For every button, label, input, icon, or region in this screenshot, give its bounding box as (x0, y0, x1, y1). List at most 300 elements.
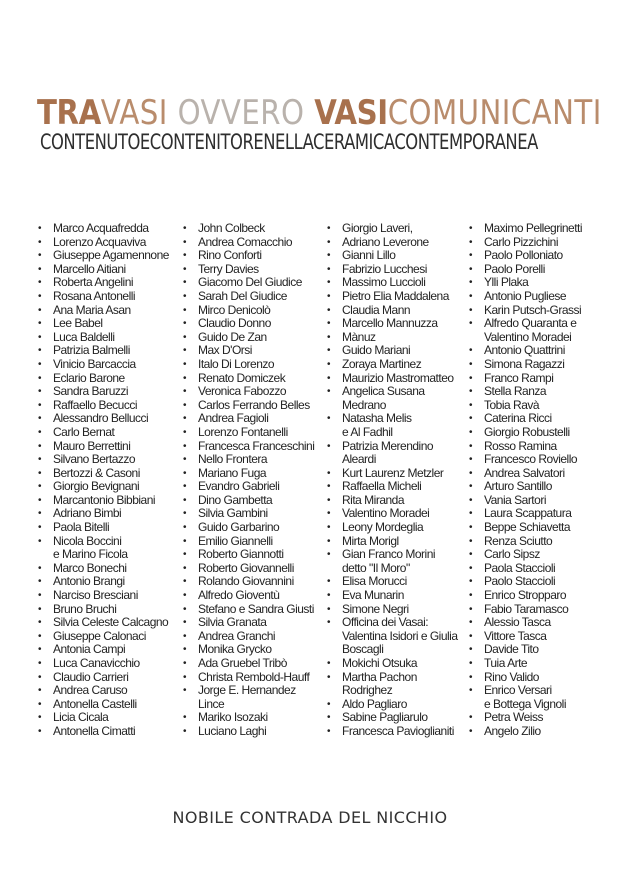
artist-name-line: • Lee Babel (53, 316, 103, 331)
artist-name-line: • Luca Baldelli (53, 329, 115, 344)
artist-name-line: • Mokichi Otsuka (342, 656, 418, 670)
artist-name-line: • Marcantonio Bibbiani (53, 492, 156, 507)
artist-name-line: • Nicola Boccini (53, 533, 122, 548)
artist-name-line: • John Colbeck (198, 221, 265, 235)
artist-name-line: • Paolo Polloniato (484, 248, 563, 263)
artist-list-item (327, 276, 458, 290)
artist-list-item (327, 698, 458, 712)
artist-name-line: • Laura Scappatura (484, 506, 572, 521)
artist-name-line: • Christa Rembold-Hauff (198, 669, 310, 684)
artist-name-line: • Vinicio Barcaccia (53, 356, 136, 371)
artist-list-item (183, 412, 314, 426)
artist-list-item (469, 358, 582, 372)
artist-list-item (327, 467, 458, 481)
artist-list-item (183, 643, 314, 657)
artist-list-item (38, 236, 169, 250)
artist-name-line: • Angelica Susana (342, 384, 425, 399)
artist-list-item (469, 222, 582, 236)
artist-list-item (183, 331, 314, 345)
artist-list-item (183, 372, 314, 386)
artist-name-line: • Carlo Pizzichini (484, 234, 559, 249)
artist-name-line: • Andrea Comacchio (198, 234, 293, 249)
artist-list-item (183, 290, 314, 304)
artist-name-line: • Mànuz (342, 329, 376, 344)
artist-name-line: • Renza Sciutto (484, 533, 553, 548)
artist-list-item (38, 440, 169, 454)
artist-list-item (38, 372, 169, 386)
artist-list-item (38, 467, 169, 481)
artist-list-item (327, 358, 458, 372)
artist-name-line: • Adriano Leverone (342, 234, 429, 249)
artist-list-item (38, 453, 169, 467)
title-part-vasi: VASI (100, 93, 168, 133)
artist-name-line: • Rosana Antonelli (53, 288, 136, 303)
artist-list-item (38, 385, 169, 399)
artist-list-item (183, 684, 314, 711)
artist-list-item (183, 236, 314, 250)
artist-list-item (327, 331, 458, 345)
artist-name-line: • Narciso Bresciani (53, 588, 138, 603)
artist-list-item (327, 385, 458, 412)
artist-list-item (38, 331, 169, 345)
artist-list-item (38, 494, 169, 508)
artist-name-line: • Veronica Fabozzo (198, 384, 287, 399)
artist-name-line: • Pietro Elia Maddalena (342, 288, 449, 303)
artist-list-item (38, 589, 169, 603)
artist-name-line: • Carlos Ferrando Belles (198, 397, 310, 412)
artist-list-item (38, 304, 169, 318)
artist-list-item (183, 399, 314, 413)
artist-list-item (183, 440, 314, 454)
artist-name-line: • Enrico Versari (484, 683, 552, 698)
artist-name-line: • Guido Garbarino (198, 520, 280, 535)
artist-name-line: • Aldo Pagliaro (342, 696, 407, 711)
artist-name-line: • Guido Mariani (342, 343, 411, 358)
artist-name-line: • Antonella Cimatti (53, 723, 136, 738)
artist-list-item (38, 290, 169, 304)
artist-list-item (327, 535, 458, 549)
artist-name-line: • Carlo Sipsz (484, 547, 540, 562)
artist-list-item (469, 385, 582, 399)
artist-list-item (327, 480, 458, 494)
artist-name-line: • Stefano e Sandra Giusti (198, 601, 314, 616)
artist-name-line: • Alfredo Quaranta e (484, 316, 577, 331)
artist-name-line: • Renato Domiczek (198, 370, 286, 385)
artist-list-item (469, 521, 582, 535)
artist-list-item (327, 263, 458, 277)
artist-list-item (469, 412, 582, 426)
artist-name-line: • Simone Negri (342, 601, 409, 616)
artist-name-line: • Francesca Franceschini (198, 438, 315, 453)
artist-list-item (38, 399, 169, 413)
artist-list-item (469, 603, 582, 617)
artist-name-line: e Al Fadhil (342, 424, 393, 439)
artist-list-item (327, 249, 458, 263)
artist-name-line: • Jorge E. Hernandez (198, 683, 296, 698)
artist-list-item (469, 236, 582, 250)
artist-list-item (469, 426, 582, 440)
artist-list-item (327, 711, 458, 725)
artist-list-item (469, 711, 582, 725)
artist-list-item (469, 684, 582, 711)
artist-list-item (469, 616, 582, 630)
artist-list-item (327, 317, 458, 331)
artist-list-item (469, 535, 582, 549)
artist-name-line: • Guido De Zan (198, 329, 267, 344)
artist-list-item (327, 290, 458, 304)
artist-name-line: • Beppe Schiavetta (484, 520, 571, 535)
artist-list-item (183, 494, 314, 508)
artist-name-line: • Paola Bitelli (53, 520, 110, 535)
artist-name-line: • Lorenzo Acquaviva (53, 234, 146, 249)
artist-name-line: • Claudio Donno (198, 316, 271, 331)
title-part-comunicanti: COMUNICANTI (387, 93, 602, 133)
artist-list-item (469, 630, 582, 644)
artist-list-item (38, 630, 169, 644)
artist-name-line: • Luca Canavicchio (53, 656, 140, 670)
artist-name-line: Lince (198, 696, 225, 711)
artist-list-item (183, 276, 314, 290)
artist-name-line: • Ada Gruebel Tribò (198, 656, 287, 670)
artist-list-item (183, 562, 314, 576)
artist-name-line: • Leony Mordeglia (342, 520, 424, 535)
artist-name-line: • Rita Miranda (342, 492, 405, 507)
artist-name-line: Medrano (342, 397, 386, 412)
artist-name-line: • Bertozzi & Casoni (53, 465, 140, 480)
artist-list-item (38, 358, 169, 372)
artist-name-line: e Marino Ficola (53, 547, 128, 562)
artist-list-item (327, 616, 458, 657)
artist-name-line: • Mirco Denicolò (198, 302, 271, 317)
artist-name-line: • Licia Cicala (53, 710, 109, 725)
artist-name-line: • Carlo Bernat (53, 424, 115, 439)
artist-list-item (38, 317, 169, 331)
artist-name-line: • Alessandro Bellucci (53, 411, 149, 426)
artist-name-line: • Giuseppe Calonaci (53, 628, 146, 643)
artist-name-line: • Roberto Giannotti (198, 547, 284, 562)
artist-name-line: • Giorgio Bevignani (53, 479, 140, 494)
artist-name-line: Rodrighez (342, 683, 393, 698)
artist-name-line: • Angelo Zilio (484, 723, 541, 738)
artist-name-line: • Roberta Angelini (53, 275, 134, 290)
artist-list-item (38, 684, 169, 698)
artist-name-line: • Andrea Granchi (198, 628, 276, 643)
artist-name-line: • Antonella Castelli (53, 696, 137, 711)
title-part-vasi-bold: VASI (314, 93, 388, 133)
artist-list-item (469, 453, 582, 467)
artist-name-line: • Natasha Melis (342, 411, 412, 426)
artist-name-line: • Antonio Brangi (53, 574, 125, 589)
artist-list-item (327, 575, 458, 589)
artist-list-item (469, 494, 582, 508)
artist-name-line: • Dino Gambetta (198, 492, 273, 507)
artist-list-item (327, 440, 458, 467)
artist-name-line: • Alfredo Gioventù (198, 588, 280, 603)
artist-name-line: • Caterina Ricci (484, 411, 552, 426)
artist-list-item (38, 725, 169, 739)
organizer-footer: NOBILE CONTRADA DEL NICCHIO (172, 808, 448, 827)
artist-list-item (38, 222, 169, 236)
artist-list-item (183, 630, 314, 644)
artist-name-line: • Sarah Del Giudice (198, 288, 287, 303)
artist-name-line: • Claudia Mann (342, 302, 411, 317)
artist-list-item (183, 521, 314, 535)
artist-name-line: • Rolando Giovannini (198, 574, 294, 589)
artist-name-line: • Davide Tito (484, 642, 539, 657)
artist-list-item (469, 480, 582, 494)
artist-name-line: • Antonia Campi (53, 642, 126, 657)
artist-list-item (469, 643, 582, 657)
artist-column-2 (183, 222, 314, 739)
artist-name-line: • Lorenzo Fontanelli (198, 424, 288, 439)
artist-name-line: • Andrea Fagioli (198, 411, 269, 426)
title-part-ovvero: OVVERO (167, 93, 315, 133)
artist-list-item (469, 575, 582, 589)
artist-list-item (183, 426, 314, 440)
artist-list-item (183, 304, 314, 318)
artist-name-line: • Officina dei Vasai: (342, 615, 429, 630)
artist-name-line: • Luciano Laghi (198, 723, 267, 738)
artist-list-item (183, 548, 314, 562)
artist-list-item (327, 344, 458, 358)
artist-name-line: • Antonio Quattrini (484, 343, 565, 358)
artist-name-line: • Adriano Bimbi (53, 506, 122, 521)
artist-name-line: • Marcello Aitiani (53, 261, 126, 276)
artist-name-line: • Valentino Moradei (342, 506, 430, 521)
artist-name-line: • Vania Sartori (484, 492, 546, 507)
artist-list-item (38, 562, 169, 576)
exhibition-subtitle: CONTENUTOECONTENITORENELLACERAMICACONTEMPORANEA (40, 130, 538, 154)
artist-name-line: • Mariano Fuga (198, 465, 267, 480)
artist-list-item (327, 372, 458, 386)
artist-name-line: • Ana Maria Asan (53, 302, 131, 317)
artist-name-line: • Maximo Pellegrinetti (484, 221, 583, 235)
artist-list-item (183, 711, 314, 725)
artist-name-line: • Maurizio Mastromatteo (342, 370, 454, 385)
artist-name-line: • Tobia Ravà (484, 397, 540, 412)
artist-list-item (469, 399, 582, 413)
artist-name-line: Valentino Moradei (484, 329, 572, 344)
artist-list-item (327, 412, 458, 439)
artist-list-item (38, 521, 169, 535)
artist-name-line: • Ylli Plaka (484, 275, 529, 290)
artist-name-line: • Kurt Laurenz Metzler (342, 465, 444, 480)
artist-list-item (183, 535, 314, 549)
artist-list-item (183, 480, 314, 494)
artist-name-line: • Zoraya Martinez (342, 356, 422, 371)
artist-name-line: • Antonio Pugliese (484, 288, 567, 303)
artist-name-line: • Tuia Arte (484, 656, 528, 670)
artist-list-item (38, 249, 169, 263)
artist-name-line: • Nello Frontera (198, 452, 268, 467)
artist-name-line: • Evandro Gabrieli (198, 479, 280, 494)
artist-name-line: • Bruno Bruchi (53, 601, 117, 616)
artist-list-item (183, 616, 314, 630)
artist-list-item (469, 589, 582, 603)
artist-name-line: • Gianni Lillo (342, 248, 396, 263)
artist-list-item (469, 372, 582, 386)
artist-list-item (38, 276, 169, 290)
artist-name-line: • Giorgio Laveri, (342, 221, 413, 235)
artist-list-item (38, 535, 169, 562)
artist-list-item (183, 575, 314, 589)
title-part-tra: TRA (37, 93, 101, 133)
artist-list-item (38, 507, 169, 521)
artist-name-line: • Max D'Orsi (198, 343, 252, 358)
artist-list-item (38, 711, 169, 725)
artist-name-line: • Silvia Granata (198, 615, 267, 630)
artist-name-line: • Marcello Mannuzza (342, 316, 438, 331)
artist-list-item (38, 671, 169, 685)
artist-list-item (38, 575, 169, 589)
artist-name-line: • Marco Bonechi (53, 560, 127, 575)
artist-name-line: • Giacomo Del Giudice (198, 275, 302, 290)
artist-name-line: • Giorgio Robustelli (484, 424, 570, 439)
artist-list-item (183, 385, 314, 399)
artist-name-line: • Paolo Staccioli (484, 574, 556, 589)
artist-list (0, 222, 620, 762)
artist-name-line: Valentina Isidori e Giulia (342, 628, 458, 643)
artist-name-line: • Franco Rampi (484, 370, 554, 385)
artist-name-line: detto "Il Moro" (342, 560, 410, 575)
artist-list-item (327, 589, 458, 603)
artist-name-line: • Petra Weiss (484, 710, 543, 725)
artist-name-line: • Roberto Giovannelli (198, 560, 294, 575)
artist-list-item (469, 440, 582, 454)
artist-name-line: • Enrico Stropparo (484, 588, 567, 603)
artist-list-item (469, 671, 582, 685)
artist-list-item (469, 304, 582, 318)
artist-list-item (469, 344, 582, 358)
artist-name-line: • Martha Pachon (342, 669, 417, 684)
artist-list-item (327, 603, 458, 617)
artist-list-item (183, 507, 314, 521)
artist-list-item (469, 290, 582, 304)
artist-list-item (38, 657, 169, 671)
artist-name-line: • Rino Valido (484, 669, 539, 684)
artist-name-line: • Sandra Baruzzi (53, 384, 129, 399)
artist-list-item (469, 249, 582, 263)
artist-list-item (469, 263, 582, 277)
artist-name-line: • Francesca Pavioglianiti (342, 723, 454, 738)
artist-name-line: • Mauro Berrettini (53, 438, 131, 453)
artist-list-item (38, 616, 169, 630)
artist-name-line: • Paola Staccioli (484, 560, 556, 575)
artist-name-line: e Bottega Vignoli (484, 696, 567, 711)
artist-name-line: • Emilio Giannelli (198, 533, 273, 548)
artist-list-item (38, 480, 169, 494)
artist-list-item (183, 358, 314, 372)
artist-name-line: • Andrea Salvatori (484, 465, 565, 480)
artist-list-item (183, 589, 314, 603)
artist-name-line: • Mirta Morigl (342, 533, 399, 548)
artist-name-line: • Sabine Pagliarulo (342, 710, 428, 725)
artist-name-line: • Raffaello Becucci (53, 397, 137, 412)
artist-name-line: Boscagli (342, 642, 384, 657)
artist-name-line: • Patrizia Balmelli (53, 343, 130, 358)
artist-list-item (183, 453, 314, 467)
artist-list-item (183, 603, 314, 617)
artist-list-item (38, 344, 169, 358)
artist-list-item (469, 562, 582, 576)
artist-list-item (38, 263, 169, 277)
artist-column-1 (38, 222, 169, 739)
artist-name-line: • Karin Putsch-Grassi (484, 302, 582, 317)
artist-list-item (327, 548, 458, 575)
artist-list-item (469, 725, 582, 739)
artist-list-item (38, 643, 169, 657)
artist-list-item (469, 657, 582, 671)
artist-name-line: • Elisa Morucci (342, 574, 407, 589)
artist-list-item (183, 317, 314, 331)
artist-name-line: • Andrea Caruso (53, 683, 128, 698)
artist-column-4 (469, 222, 582, 739)
artist-name-line: • Monika Grycko (198, 642, 272, 657)
artist-list-item (327, 494, 458, 508)
artist-name-line: • Mariko Isozaki (198, 710, 268, 725)
artist-name-line: • Gian Franco Morini (342, 547, 436, 562)
artist-list-item (469, 317, 582, 344)
artist-column-3 (327, 222, 458, 739)
artist-list-item (469, 467, 582, 481)
artist-list-item (327, 304, 458, 318)
artist-list-item (183, 725, 314, 739)
artist-list-item (327, 657, 458, 671)
artist-name-line: • Rino Conforti (198, 248, 262, 263)
artist-list-item (327, 725, 458, 739)
artist-list-item (327, 236, 458, 250)
artist-list-item (469, 507, 582, 521)
artist-list-item (183, 249, 314, 263)
artist-name-line: • Massimo Luccioli (342, 275, 426, 290)
artist-name-line: • Eclario Barone (53, 370, 125, 385)
artist-name-line: Aleardi (342, 452, 376, 467)
artist-list-item (183, 671, 314, 685)
artist-name-line: • Eva Munarin (342, 588, 404, 603)
artist-name-line: • Fabrizio Lucchesi (342, 261, 427, 276)
artist-list-item (327, 222, 458, 236)
artist-list-item (38, 603, 169, 617)
artist-name-line: • Simona Ragazzi (484, 356, 565, 371)
artist-name-line: • Silvano Bertazzo (53, 452, 136, 467)
artist-name-line: • Terry Davies (198, 261, 259, 276)
artist-name-line: • Claudio Carrieri (53, 669, 129, 684)
artist-name-line: • Raffaella Micheli (342, 479, 422, 494)
artist-name-line: • Marco Acquafredda (53, 221, 149, 235)
artist-list-item (183, 657, 314, 671)
artist-name-line: • Vittore Tasca (484, 628, 547, 643)
artist-name-line: • Patrizia Merendino (342, 438, 434, 453)
artist-list-item (183, 263, 314, 277)
artist-name-line: • Rosso Ramina (484, 438, 557, 453)
artist-name-line: • Giuseppe Agamennone (53, 248, 169, 263)
artist-name-line: • Arturo Santillo (484, 479, 552, 494)
artist-list-item (327, 671, 458, 698)
artist-list-item (183, 344, 314, 358)
artist-name-line: • Paolo Porelli (484, 261, 545, 276)
artist-name-line: • Fabio Taramasco (484, 601, 569, 616)
exhibition-title (37, 93, 602, 133)
artist-name-line: • Alessio Tasca (484, 615, 551, 630)
artist-list-item (183, 222, 314, 236)
artist-list-item (38, 412, 169, 426)
artist-name-line: • Stella Ranza (484, 384, 547, 399)
artist-list-item (469, 276, 582, 290)
artist-list-item (327, 521, 458, 535)
artist-list-item (38, 426, 169, 440)
artist-list-item (469, 548, 582, 562)
artist-list-item (38, 698, 169, 712)
